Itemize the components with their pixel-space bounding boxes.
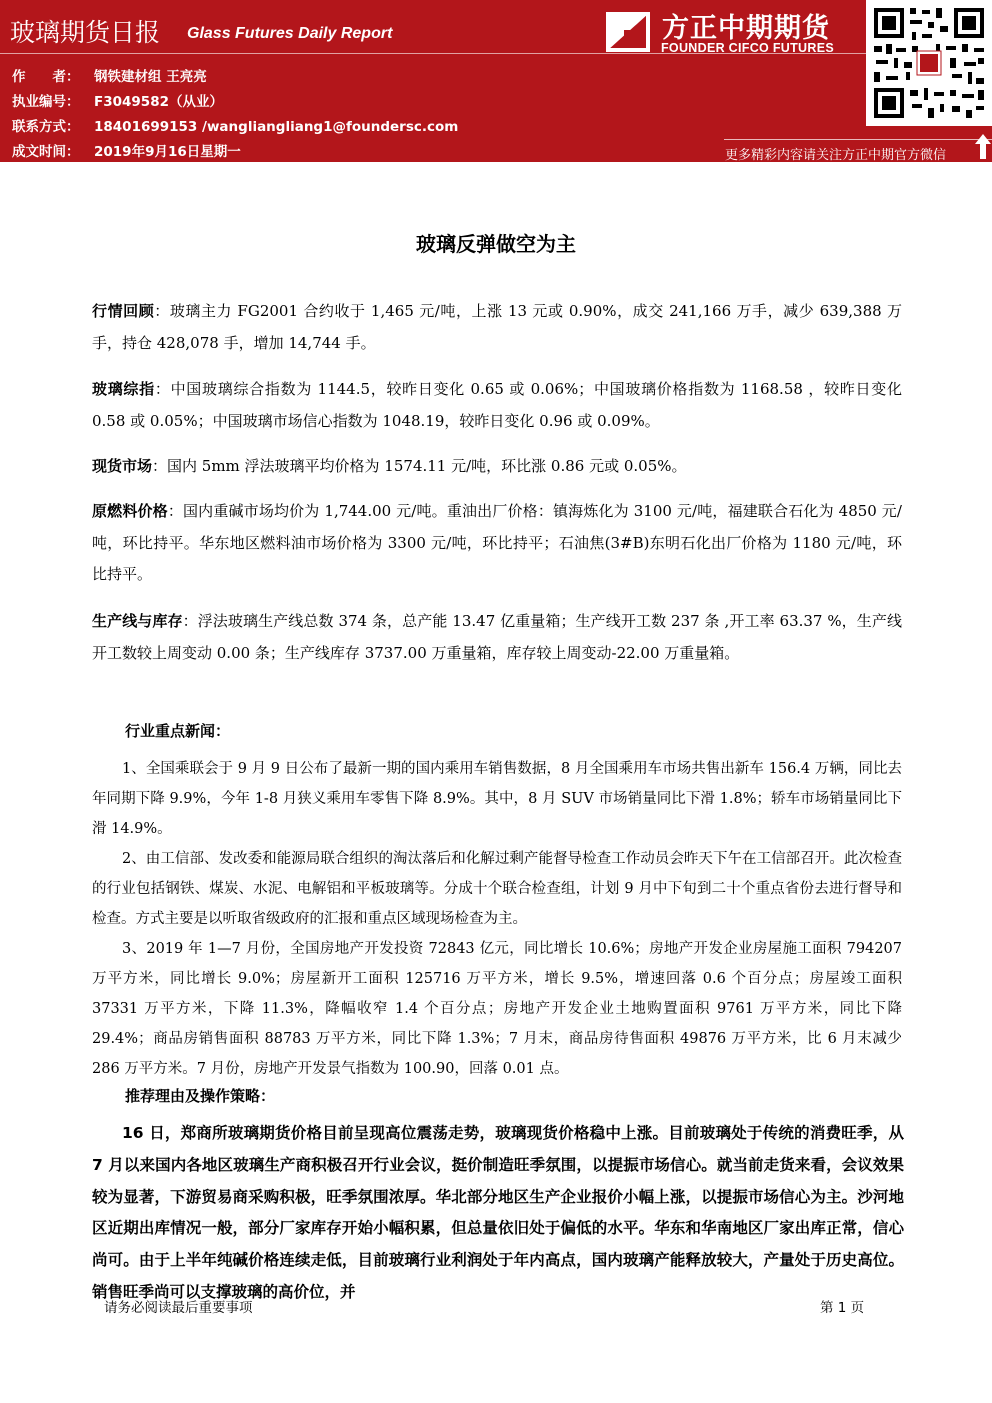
production-inventory-lead: 生产线与库存 [92, 612, 183, 630]
date-label: 成文时间： [12, 144, 80, 160]
follow-wechat-text: 更多精彩内容请关注方正中期官方微信 [725, 148, 947, 163]
strategy-paragraph: 16 日，郑商所玻璃期货价格目前呈现高位震荡走势，玻璃现货价格稳中上涨。目前玻璃处于传统的消费旺季，从 7 月以来国内各地区玻璃生产商积极召开行业会议，挺价制造旺季氛围，以提振市场信心。就当前走货来看，会议效果较为显著，下游贸易商采购积极，旺季氛围浓厚。华北部分地区生产企业报价小幅上涨，以提振市场信心为主。沙河地区近期出库情况一般，部分厂家库存开始小幅积累，但总量依旧处于偏低的水平。华东和华南地区厂家出库正常，信心尚可。由于上半年纯碱价格连续走低，目前玻璃行业利润处于年内高点，国内玻璃产能释放较大，产量处于历史高位。销售旺季尚可以支撑玻璃的高价位，并 [92, 1124, 904, 1301]
spot-market-lead: 现货市场 [92, 457, 153, 475]
glass-index-text: ：中国玻璃综合指数为 1144.5，较昨日变化 0.65 或 0.06%；中国玻璃价格指数为 1168.58 ，较昨日变化 0.58 或 0.05%；中国玻璃市场信心指数为 1048.19，较昨日变化 0.96 或 0.09%。 [92, 380, 902, 430]
date-value: 2019年9月16日星期一 [94, 144, 241, 160]
license-value: F3049582（从业） [94, 94, 223, 110]
contact-value[interactable]: 18401699153 /wangliangliang1@foundersc.com [94, 119, 459, 135]
report-title-en: Glass Futures Daily Report [187, 25, 393, 42]
author-label: 作 者： [12, 69, 80, 85]
strategy-heading: 推荐理由及操作策略： [125, 1087, 276, 1105]
production-inventory-text: ：浮法玻璃生产线总数 374 条，总产能 13.47 亿重量箱；生产线开工数 237 条 ,开工率 63.37 %，生产线开工数较上周变动 0.00 条；生产线库存 3737.00 万重量箱，库存较上周变动-22.00 万重量箱。 [92, 612, 902, 662]
raw-fuel-paragraph [92, 496, 902, 591]
page-number: 第 1 页 [820, 1300, 865, 1316]
license-row [12, 90, 223, 110]
date-row [12, 140, 241, 160]
document-title: 玻璃反弹做空为主 [416, 232, 576, 256]
footer-notice: 请务必阅读最后重要事项 [104, 1300, 253, 1316]
brand-name-en: FOUNDER CIFCO FUTURES [661, 41, 834, 55]
contact-row [12, 115, 458, 135]
production-inventory-paragraph [92, 606, 902, 669]
news-item-3: 3、2019 年 1—7 月份，全国房地产开发投资 72843 亿元，同比增长 10.6%；房地产开发企业房屋施工面积 794207 万平方米，同比增长 9.0%；房屋新开工面积 125716 万平方米，增长 9.5%，增速回落 0.6 个百分点；房屋竣工面积 37331 万平方米，下降 11.3%，降幅收窄 1.4 个百分点；房地产开发企业土地购置面积 9761 万平方米，同比下降 29.4%；商品房销售面积 88783 万平方米，同比下降 1.3%；7 月末，商品房待售面积 49876 万平方米，比 6 月末减少 286 万平方米。7 月份，房地产开发景气指数为 100.90，回落 0.01 点。 [92, 941, 902, 1077]
industry-news-heading: 行业重点新闻： [125, 722, 231, 740]
founder-logo-icon [604, 10, 652, 54]
glass-index-paragraph [92, 374, 902, 437]
spot-market-text: ：国内 5mm 浮法玻璃平均价格为 1574.11 元/吨，环比涨 0.86 元或 0.05%。 [152, 457, 687, 475]
news-item-1: 1、全国乘联会于 9 月 9 日公布了最新一期的国内乘用车销售数据，8 月全国乘用车市场共售出新车 156.4 万辆，同比去年同期下降 9.9%，今年 1-8 月狭义乘用车零售下降 8.9%。其中，8 月 SUV 市场销量同比下滑 1.8%；轿车市场销量同比下滑 14.9%。 [92, 761, 902, 837]
author-row [12, 65, 207, 85]
raw-fuel-lead: 原燃料价格 [92, 502, 168, 520]
spot-market-paragraph [92, 451, 902, 483]
market-review-text: ：玻璃主力 FG2001 合约收于 1,465 元/吨，上涨 13 元或 0.90%，成交 241,166 万手，减少 639,388 万手，持仓 428,078 手，增加 14,744 手。 [92, 302, 902, 352]
qr-code-icon [866, 0, 992, 126]
author-value: 钢铁建材组 王亮亮 [94, 69, 207, 85]
up-arrow-icon [974, 133, 992, 160]
news-item-2: 2、由工信部、发改委和能源局联合组织的淘汰落后和化解过剩产能督导检查工作动员会昨天下午在工信部召开。此次检查的行业包括钢铁、煤炭、水泥、电解铝和平板玻璃等。分成十个联合检查组，计划 9 月中下旬到二十个重点省份去进行督导和检查。方式主要是以听取省级政府的汇报和重点区域现场检查为主。 [92, 851, 902, 927]
follow-divider [724, 139, 992, 140]
raw-fuel-text: ：国内重碱市场均价为 1,744.00 元/吨。重油出厂价格：镇海炼化为 3100 元/吨，福建联合石化为 4850 元/吨，环比持平。华东地区燃料油市场价格为 3300 元/吨，环比持平；石油焦(3#B)东明石化出厂价格为 1180 元/吨，环比持平。 [92, 502, 902, 583]
report-title-cn: 玻璃期货日报 [10, 18, 161, 47]
brand-name-cn: 方正中期期货 [662, 13, 830, 44]
report-header [0, 0, 992, 162]
market-review-lead: 行情回顾 [92, 302, 155, 320]
license-label: 执业编号： [12, 94, 80, 110]
market-review-paragraph [92, 296, 902, 359]
contact-label: 联系方式： [12, 119, 80, 135]
glass-index-lead: 玻璃综指 [92, 380, 155, 398]
